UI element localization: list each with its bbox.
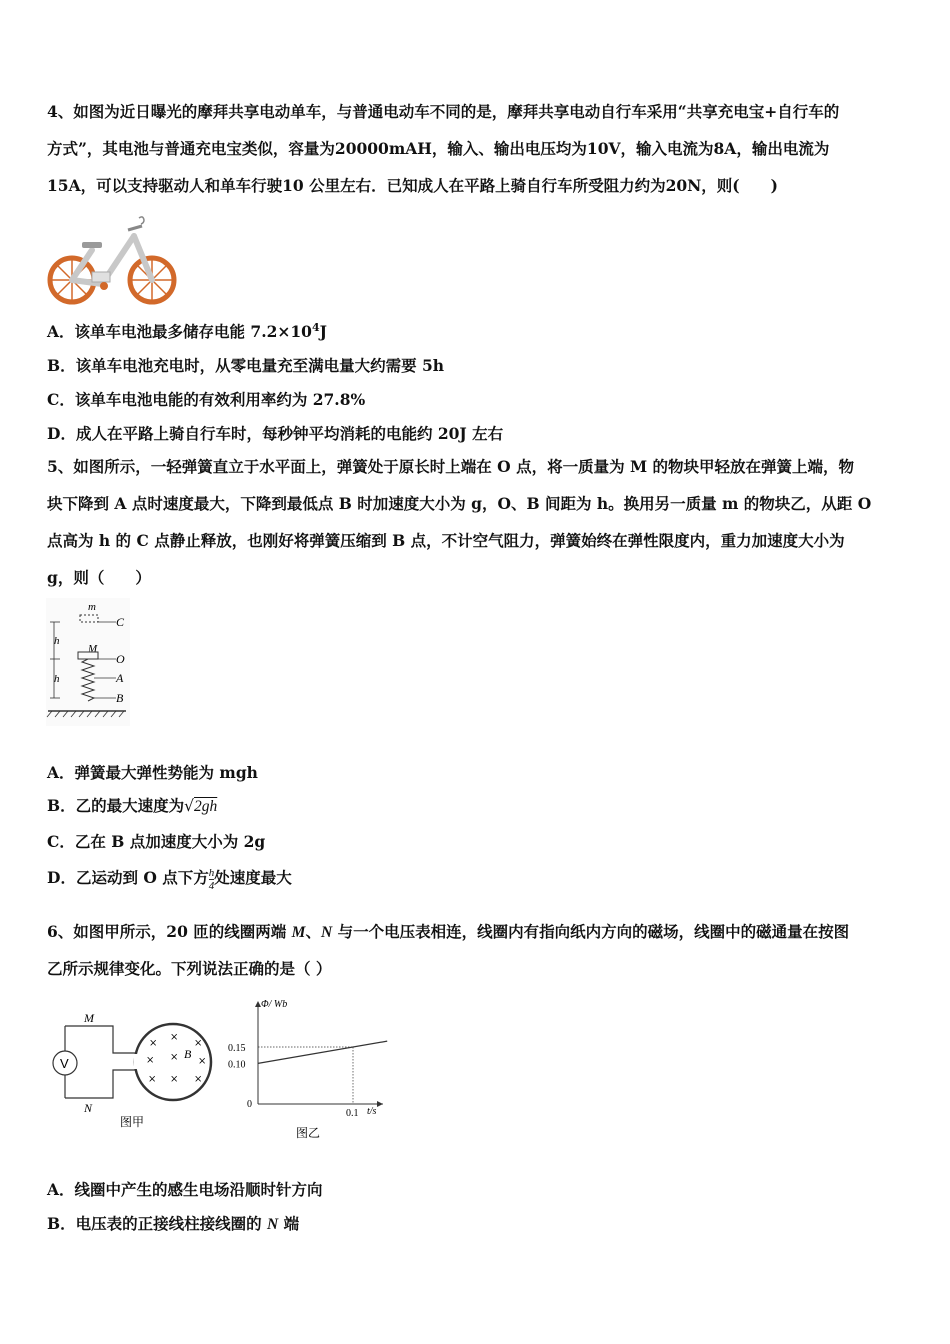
y-axis-label: Φ/ Wb — [261, 999, 288, 1010]
q5-stem-line-3: 点高为 h 的 C 点静止释放，也刚好将弹簧压缩到 B 点，不计空气阻力，弹簧始终在弹性限度内，重力加速度大小为 — [47, 531, 845, 550]
label-M: M — [84, 1011, 94, 1025]
q5-stem-line-2: 块下降到 A 点时速度最大，下降到最低点 B 时加速度大小为 g，O、B 间距为 h。换用另一质量 m 的物块乙，从距 O — [47, 494, 872, 513]
q4-stem-line-3: 15A，可以支持驱动人和单车行驶10 公里左右．已知成人在平路上骑自行车所受阻力约为20N，则( ) — [47, 176, 778, 195]
label-h-upper: h — [54, 635, 60, 647]
caption-fig-a: 图甲 — [120, 1115, 145, 1129]
svg-text:×: × — [148, 1074, 157, 1085]
label-M: M — [88, 643, 98, 655]
seat — [82, 242, 102, 248]
svg-text:×: × — [194, 1038, 203, 1049]
voltmeter-label: V — [60, 1056, 69, 1071]
q5-option-c[interactable]: C．乙在 B 点加速度大小为 2g — [47, 832, 266, 851]
y-tick-label-0.10: 0.10 — [228, 1059, 246, 1071]
flux-time-chart — [225, 995, 390, 1143]
y-tick-label-0.15: 0.15 — [228, 1043, 246, 1055]
caption-fig-b: 图乙 — [296, 1126, 321, 1140]
svg-text:×: × — [146, 1055, 155, 1066]
q4-option-b[interactable]: B．该单车电池充电时，从零电量充至满电量大约需要 5h — [47, 356, 445, 375]
q4-option-a[interactable]: A．该单车电池最多储存电能 $7.2\times 10^4J$ — [47, 320, 327, 341]
svg-text:×: × — [170, 1074, 179, 1085]
q4-option-c[interactable]: C．该单车电池电能的有效利用率约为 27.8% — [47, 390, 366, 409]
svg-text:×: × — [149, 1038, 158, 1049]
q4-option-d[interactable]: D．成人在平路上骑自行车时，每秒钟平均消耗的电能约 20J 左右 — [47, 424, 504, 443]
x-tick-label-0.1: 0.1 — [346, 1108, 359, 1119]
svg-text:×: × — [170, 1032, 179, 1043]
flux-series-line — [258, 1041, 387, 1063]
battery — [92, 272, 110, 282]
label-A: A — [116, 671, 124, 685]
q5-option-b[interactable]: B．乙的最大速度为√2gh — [47, 796, 218, 815]
q6-stem-line-2: 乙所示规律变化。下列说法正确的是（ ） — [47, 959, 332, 978]
q5-option-a[interactable]: A．弹簧最大弹性势能为 mgh — [47, 763, 258, 782]
svg-text:×: × — [198, 1056, 207, 1067]
q5-stem-line-1: 5、如图所示，一轻弹簧直立于水平面上，弹簧处于原长时上端在 O 点，将一质量为 M 的物块甲轻放在弹簧上端，物 — [47, 457, 855, 476]
q4-stem-line-1: 4、如图为近日曝光的摩拜共享电动单车，与普通电动车不同的是，摩拜共享电动自行车采用“共享充电宝+自行车的 — [47, 102, 840, 121]
q6-option-a[interactable]: A．线圈中产生的感生电场沿顺时针方向 — [47, 1180, 323, 1199]
q6-stem-line-1: 6、如图甲所示，20 匝的线圈两端 M、N 与一个电压表相连，线圈内有指向纸内方向的磁场，线圈中的磁通量在按图 — [47, 922, 850, 941]
origin-label: 0 — [247, 1099, 252, 1110]
coil-circuit-figure — [48, 1008, 218, 1133]
label-m: m — [88, 601, 96, 613]
q5-stem-line-4: g，则（ ） — [47, 568, 151, 587]
svg-text:×: × — [194, 1074, 203, 1085]
x-axis-label: t/s — [367, 1106, 377, 1117]
q6-option-b[interactable]: B．电压表的正接线柱接线圈的 N 端 — [47, 1214, 300, 1233]
label-h-lower: h — [54, 673, 60, 685]
svg-text:×: × — [170, 1052, 179, 1063]
label-B: B — [116, 691, 124, 705]
bicycle-figure — [44, 214, 178, 306]
q4-stem-line-2: 方式”，其电池与普通充电宝类似，容量为20000mAH，输入、输出电压均为10V，输入电流为8A，输出电流为 — [47, 139, 830, 158]
label-C: C — [116, 615, 125, 629]
label-O: O — [116, 652, 125, 666]
q5-option-d[interactable]: D．乙运动到 O 点下方 $\frac{h}{4}$ 处速度最大 — [47, 866, 292, 892]
label-N: N — [84, 1101, 93, 1115]
spring-figure — [46, 598, 130, 726]
label-B: B — [184, 1047, 192, 1061]
